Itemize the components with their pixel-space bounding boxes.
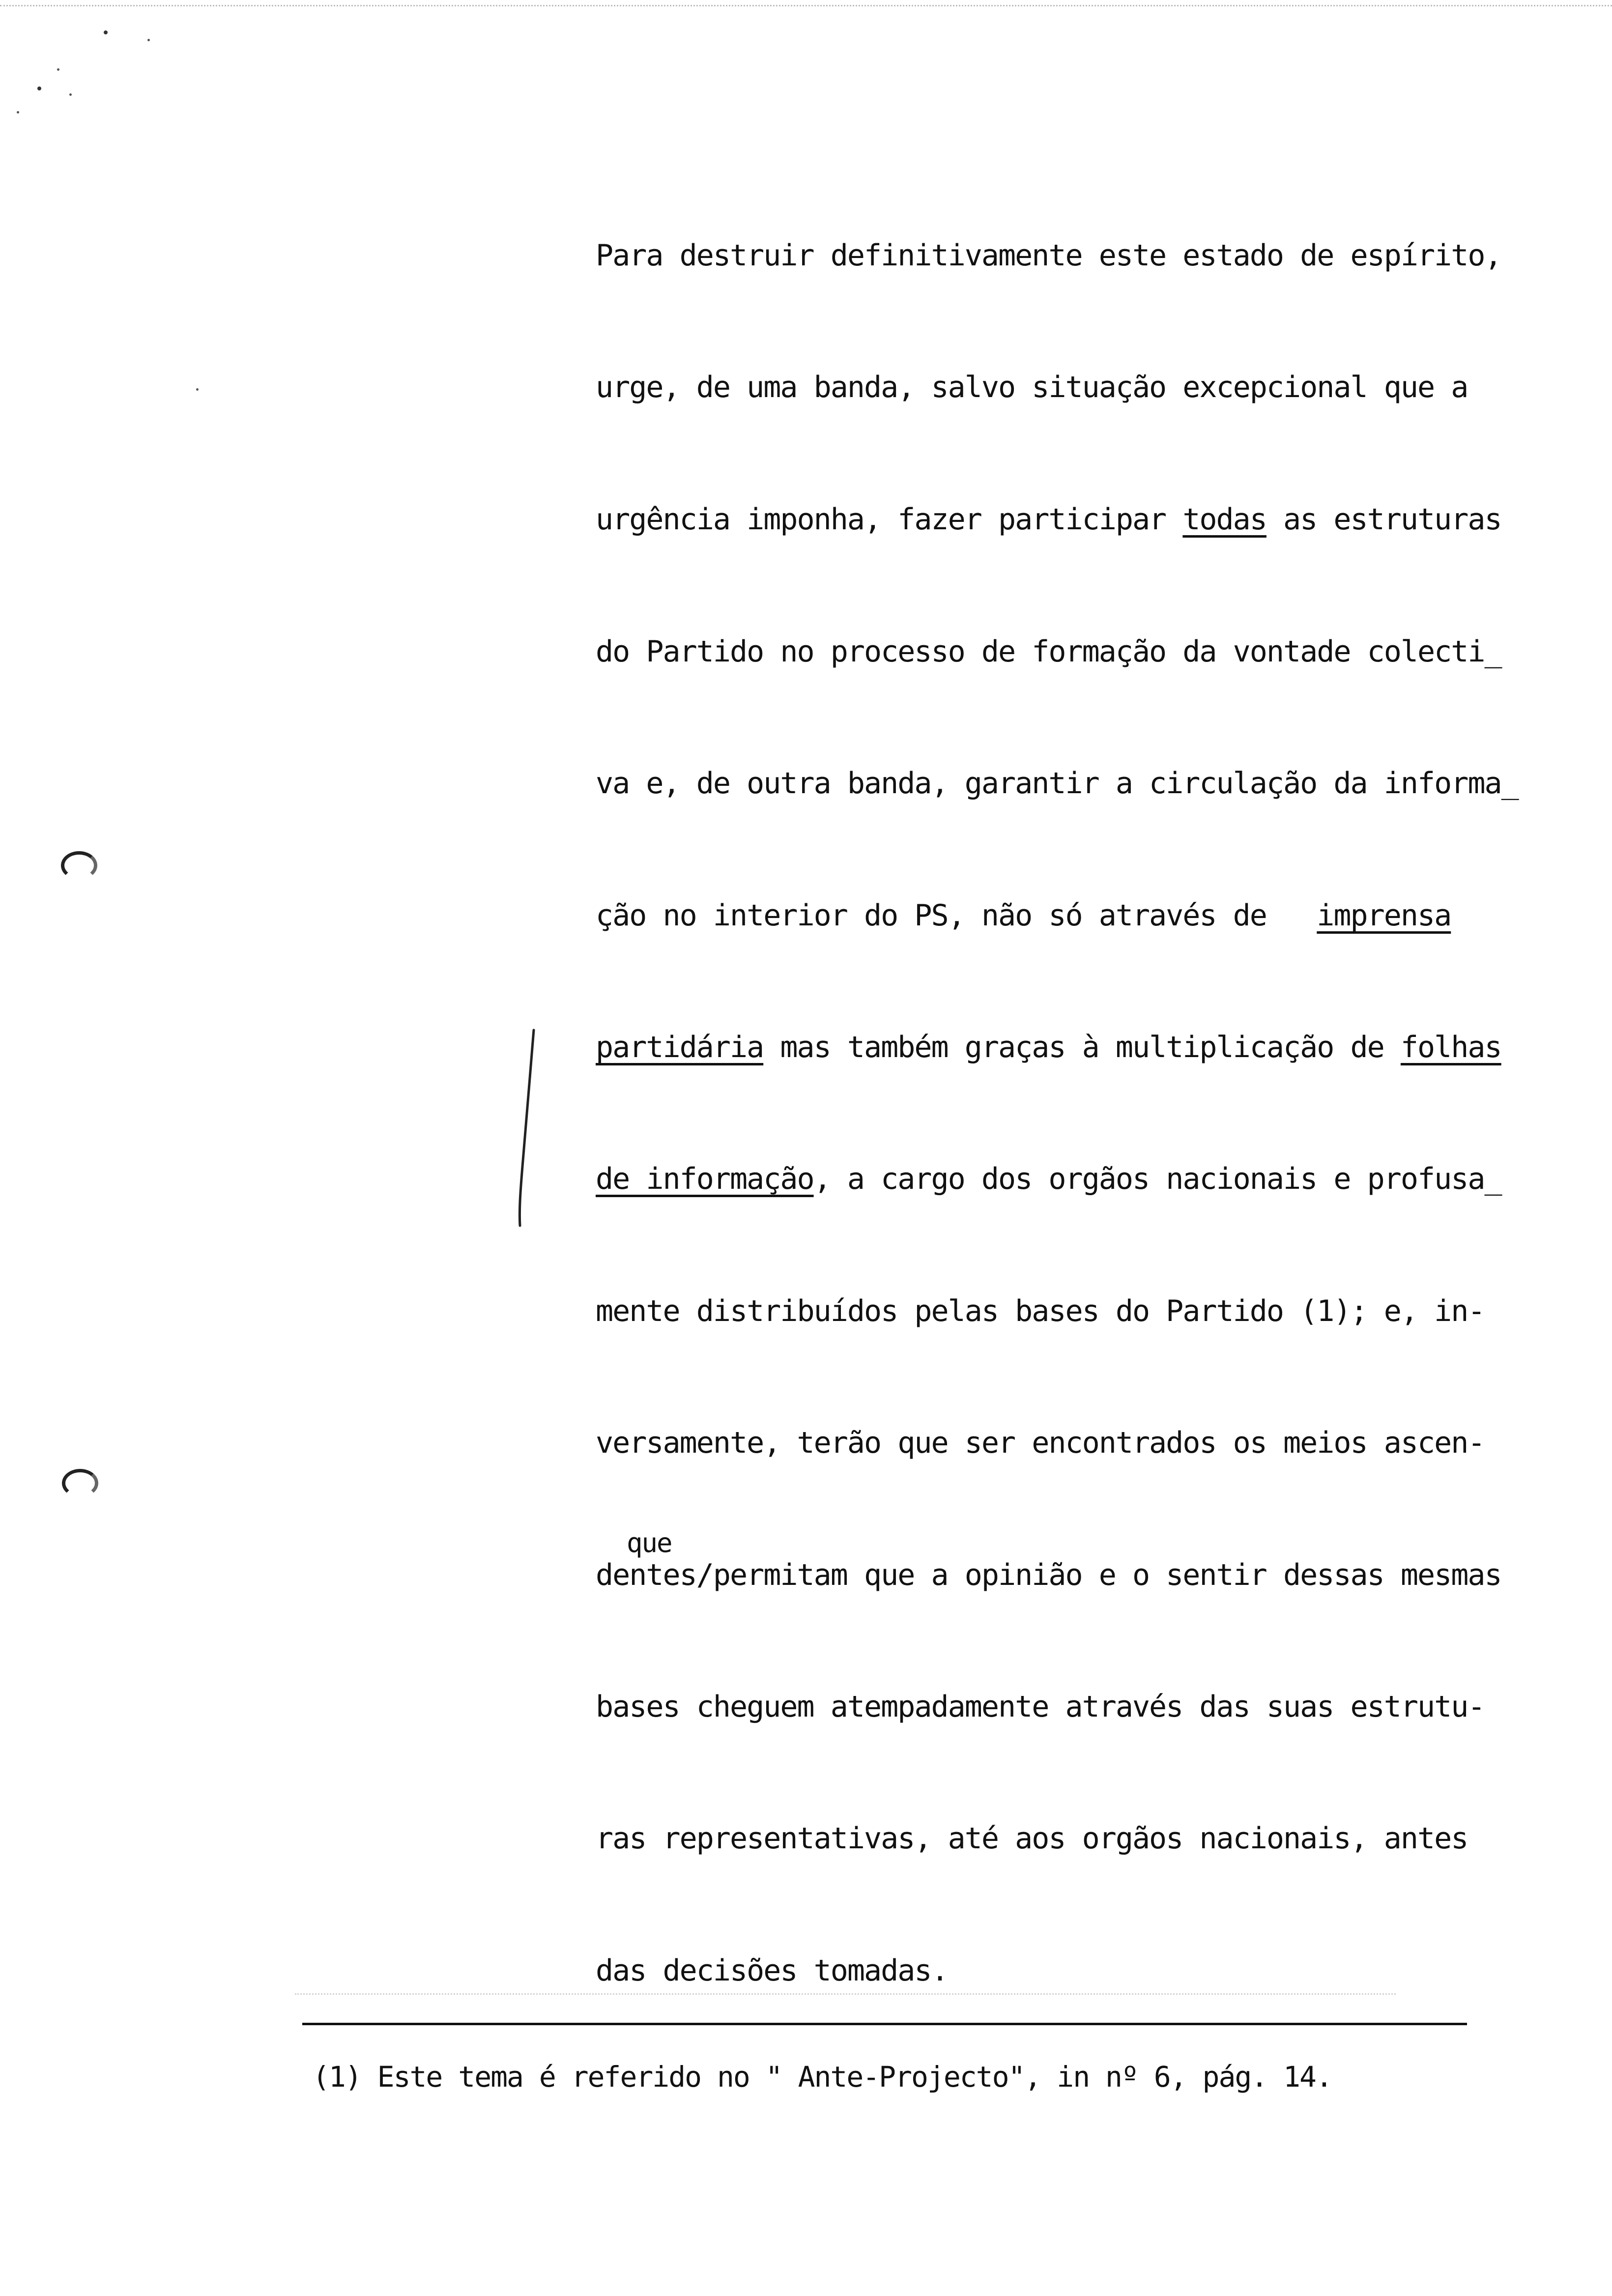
line-text: das decisões tomadas.	[596, 1953, 948, 1988]
footnote-separator	[302, 2023, 1467, 2025]
line-text: urgência imponha, fazer participar	[596, 502, 1183, 537]
underlined-text: imprensa	[1317, 898, 1451, 933]
body-line-14	[596, 1951, 948, 1990]
body-line-8	[596, 1159, 1501, 1199]
footnote-text: (1) Este tema é referido no " Ante-Projecto", in nº 6, pág. 14.	[313, 2060, 1332, 2094]
body-line-10	[596, 1423, 1485, 1463]
line-text: Para destruir definitivamente este estado de espírito,	[596, 238, 1501, 273]
top-edge-scan-line	[0, 5, 1612, 6]
line-text: do Partido no processo de formação da vontade colecti	[596, 634, 1485, 669]
underlined-text: de informação	[596, 1162, 814, 1196]
body-line-2	[596, 368, 1468, 407]
scan-speck	[69, 93, 72, 96]
line-text: _	[1484, 1162, 1501, 1196]
scan-speck	[147, 39, 150, 41]
line-text: bases cheguem atempadamente através das suas estrutu-	[596, 1690, 1485, 1724]
underlined-text: partidária	[596, 1030, 764, 1064]
body-line-13	[596, 1819, 1468, 1858]
line-text: , a cargo dos orgãos nacionais e profusa	[813, 1162, 1485, 1196]
line-text: versamente, terão que ser encontrados os meios ascen-	[596, 1426, 1485, 1460]
body-line-1	[596, 236, 1501, 275]
line-text: va e, de outra banda, garantir a circulação da informa	[596, 766, 1501, 801]
scan-speck	[196, 388, 199, 391]
line-text: dentes/permitam que a opinião e o sentir dessas mesmas	[596, 1558, 1501, 1592]
scan-speck	[37, 86, 41, 90]
scan-speck	[17, 111, 19, 114]
body-line-11	[596, 1555, 1501, 1595]
underlined-text: folhas	[1400, 1030, 1501, 1064]
body-line-4	[596, 632, 1501, 671]
punch-hole	[62, 1469, 98, 1497]
faint-dotted-rule	[295, 1993, 1396, 1995]
underlined-text: todas	[1182, 502, 1267, 537]
line-text: mas também graças à multiplicação de	[763, 1030, 1401, 1064]
body-line-9	[596, 1292, 1485, 1331]
margin-bracket-mark	[515, 1027, 539, 1229]
body-line-3	[596, 500, 1501, 539]
punch-hole	[61, 851, 97, 880]
line-text: urge, de uma banda, salvo situação excepcional que a	[596, 370, 1468, 404]
line-text: ção no interior do PS, não só através de	[596, 898, 1317, 933]
handwritten-insertion: que	[627, 1527, 672, 1558]
body-line-5	[596, 764, 1518, 803]
body-line-6	[596, 896, 1451, 935]
line-text: mente distribuídos pelas bases do Partido (1); e, in-	[596, 1294, 1485, 1328]
line-text: ras representativas, até aos orgãos nacionais, antes	[596, 1821, 1468, 1856]
line-text: as estruturas	[1266, 502, 1501, 537]
body-line-12	[596, 1687, 1485, 1726]
body-line-7	[596, 1028, 1501, 1067]
line-text: _	[1484, 634, 1501, 669]
scan-speck	[57, 68, 59, 71]
scan-speck	[104, 30, 108, 34]
line-text: _	[1501, 766, 1518, 801]
